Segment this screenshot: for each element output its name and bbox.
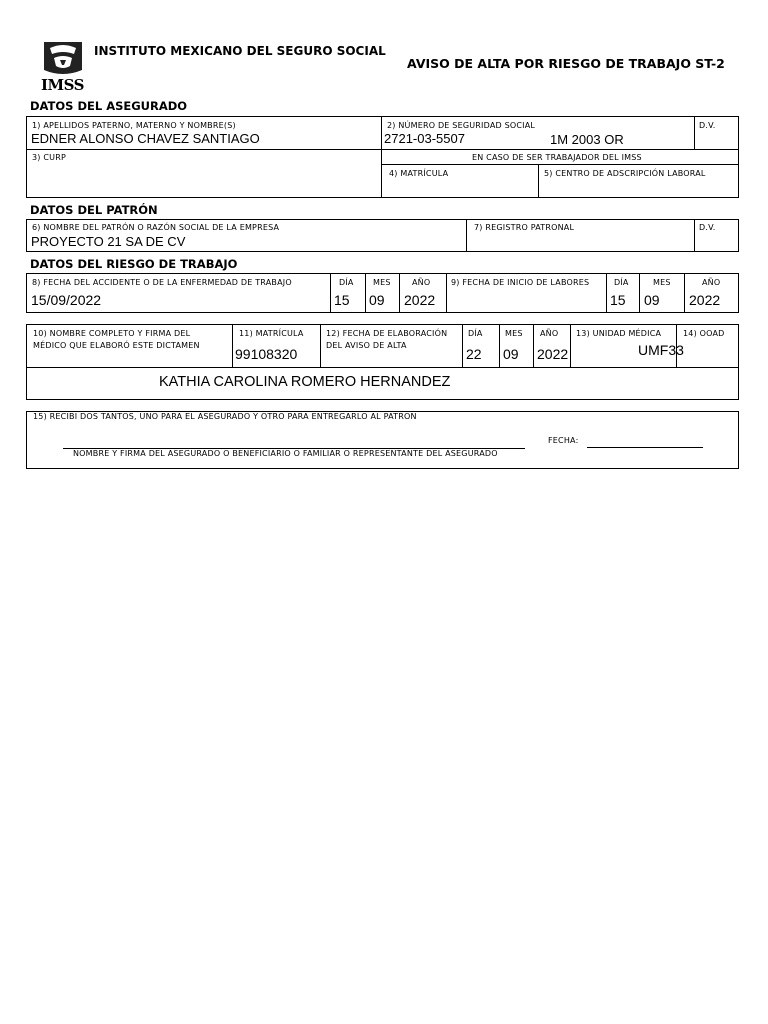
f12-anio: 2022: [537, 346, 569, 362]
f12-mes-label: MES: [505, 329, 523, 338]
f13-label: 13) UNIDAD MÉDICA: [576, 329, 662, 338]
f3-curp-label: 3) CURP: [32, 153, 66, 162]
f6-patron-name: PROYECTO 21 SA DE CV: [31, 234, 186, 249]
asegurado-section-title: DATOS DEL ASEGURADO: [30, 99, 188, 113]
f9-mes-label: MES: [653, 278, 671, 287]
f9-dia-label: DÍA: [614, 278, 629, 287]
f1-label: 1) APELLIDOS PATERNO, MATERNO Y NOMBRE(S): [32, 121, 236, 130]
f13-unidad-medica: UMF33: [638, 342, 684, 358]
f7-label: 7) REGISTRO PATRONAL: [474, 223, 575, 232]
f10-label-1: 10) NOMBRE COMPLETO Y FIRMA DEL: [33, 329, 191, 338]
logo-text: IMSS: [41, 76, 84, 94]
f12-mes: 09: [503, 346, 519, 362]
f15-label: 15) RECIBI DOS TANTOS, UNO PARA EL ASEGURADO Y OTRO PARA ENTREGARLO AL PATRON: [33, 412, 417, 421]
fecha-line: [587, 447, 703, 448]
imss-logo: [40, 40, 86, 94]
f8-mes-label: MES: [373, 278, 391, 287]
f2-dv-label: D.V.: [699, 121, 716, 130]
f10-label-2: MÉDICO QUE ELABORÓ ESTE DICTAMEN: [33, 341, 200, 350]
f4-matricula-label: 4) MATRÍCULA: [389, 169, 449, 178]
f12-dia: 22: [466, 346, 482, 362]
f14-label: 14) OOAD: [683, 329, 725, 338]
f5-centro-label: 5) CENTRO DE ADSCRIPCIÓN LABORAL: [544, 169, 706, 178]
f9-anio: 2022: [689, 292, 721, 308]
f9-mes: 09: [644, 292, 660, 308]
f11-label: 11) MATRÍCULA: [239, 329, 304, 338]
f12-dia-label: DÍA: [468, 329, 483, 338]
signature-caption: NOMBRE Y FIRMA DEL ASEGURADO O BENEFICIARIO O FAMILIAR O REPRESENTANTE DEL ASEGURADO: [73, 449, 498, 458]
f8-anio-label: AÑO: [412, 278, 431, 287]
f8-fecha: 15/09/2022: [31, 292, 102, 308]
fecha-label: FECHA:: [548, 436, 579, 445]
doctor-name: KATHIA CAROLINA ROMERO HERNANDEZ: [159, 374, 451, 390]
f11-matricula: 99108320: [235, 346, 298, 362]
f2-extra: 1M 2003 OR: [550, 132, 624, 147]
patron-section-title: DATOS DEL PATRÓN: [30, 203, 158, 217]
f6-label: 6) NOMBRE DEL PATRÓN O RAZÓN SOCIAL DE LA EMPRESA: [32, 223, 280, 232]
imss-worker-label: EN CASO DE SER TRABAJADOR DEL IMSS: [472, 153, 642, 162]
f2-label: 2) NÚMERO DE SEGURIDAD SOCIAL: [387, 121, 536, 130]
f8-anio: 2022: [404, 292, 436, 308]
f2-nss: 2721-03-5507: [384, 131, 465, 146]
f12-label-1: 12) FECHA DE ELABORACIÓN: [326, 329, 448, 338]
f9-dia: 15: [610, 292, 626, 308]
f9-anio-label: AÑO: [702, 278, 721, 287]
form-title: AVISO DE ALTA POR RIESGO DE TRABAJO ST-2: [407, 56, 725, 71]
f8-mes: 09: [369, 292, 385, 308]
f9-label: 9) FECHA DE INICIO DE LABORES: [451, 278, 590, 287]
f7-dv-label: D.V.: [699, 223, 716, 232]
imss-eagle-icon: [40, 40, 86, 78]
f8-label: 8) FECHA DEL ACCIDENTE O DE LA ENFERMEDAD DE TRABAJO: [32, 278, 292, 287]
f12-label-2: DEL AVISO DE ALTA: [326, 341, 407, 350]
f8-dia-label: DÍA: [339, 278, 354, 287]
f12-anio-label: AÑO: [540, 329, 559, 338]
f1-asegurado-name: EDNER ALONSO CHAVEZ SANTIAGO: [31, 131, 260, 146]
riesgo-section-title: DATOS DEL RIESGO DE TRABAJO: [30, 257, 238, 271]
f8-dia: 15: [334, 292, 350, 308]
institution-name: INSTITUTO MEXICANO DEL SEGURO SOCIAL: [94, 44, 386, 58]
